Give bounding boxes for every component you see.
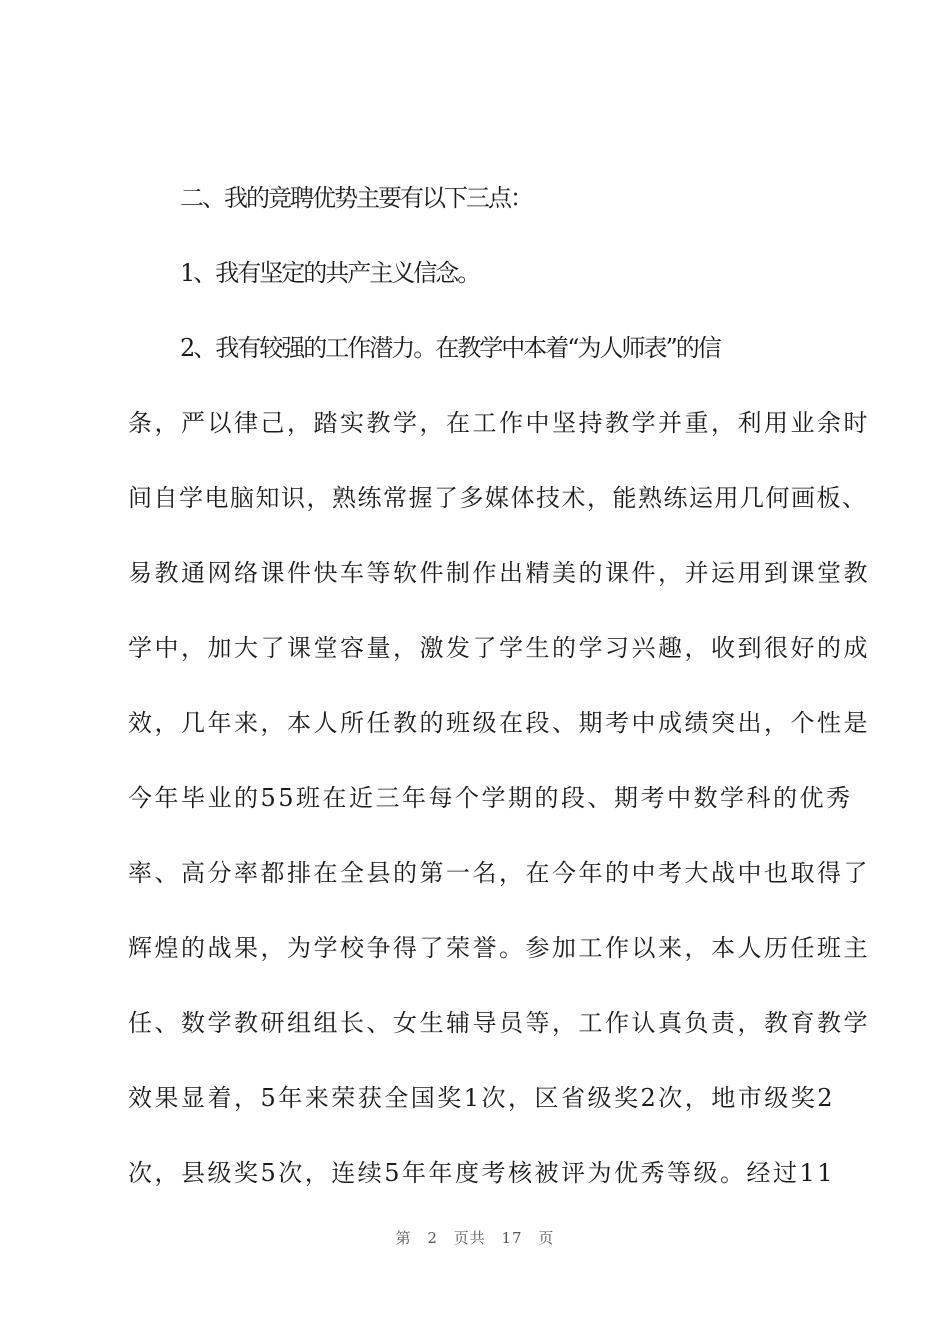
paragraph-line: 条，严以律己，踏实教学，在工作中坚持教学并重，利用业余时 <box>128 409 870 437</box>
paragraph-line: 1、我有坚定的共产主义信念。 <box>180 259 480 287</box>
page-number-footer: 第 2 页共 17 页 <box>395 1229 555 1247</box>
paragraph-line: 次，县级奖5次，连续5年年度考核被评为优秀等级。经过11 <box>128 1159 836 1187</box>
paragraph-line: 今年毕业的55班在近三年每个学期的段、期考中数学科的优秀 <box>128 784 853 812</box>
paragraph-line: 易教通网络课件快车等软件制作出精美的课件，并运用到课堂教 <box>128 559 870 587</box>
paragraph-line: 学中，加大了课堂容量，激发了学生的学习兴趣，收到很好的成 <box>128 634 870 662</box>
paragraph-line: 率、高分率都排在全县的第一名，在今年的中考大战中也取得了 <box>128 859 870 887</box>
paragraph-line: 效，几年来，本人所任教的班级在段、期考中成绩突出，个性是 <box>128 709 870 737</box>
paragraph-line: 间自学电脑知识，熟练常握了多媒体技术，能熟练运用几何画板、 <box>128 484 868 512</box>
paragraph-line: 2、我有较强的工作潜力。在教学中本着“为人师表”的信 <box>180 334 720 362</box>
section-heading: 二、我的竞聘优势主要有以下三点： <box>180 184 532 212</box>
paragraph-line: 任、数学教研组组长、女生辅导员等，工作认真负责，教育教学 <box>128 1009 870 1037</box>
paragraph-line: 效果显着，5年来荣获全国奖1次，区省级奖2次，地市级奖2 <box>128 1084 836 1112</box>
paragraph-line: 辉煌的战果，为学校争得了荣誉。参加工作以来，本人历任班主 <box>128 934 870 962</box>
